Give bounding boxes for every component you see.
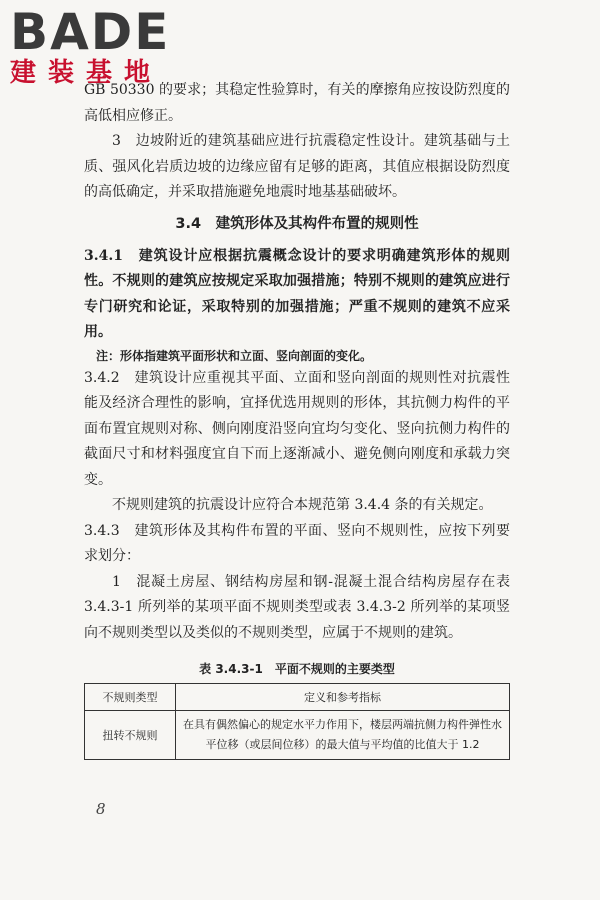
clause-3-4-2-paragraph: 不规则建筑的抗震设计应符合本规范第 3.4.4 条的有关规定。 — [112, 497, 493, 513]
logo-brand: BADE — [10, 3, 171, 61]
paragraph-item-3: 3 边坡附近的建筑基础应进行抗震稳定性设计。建筑基础与土质、强风化岩质边坡的边缘应留有足够的距离，其值应根据设防烈度的高低确定，并采取措施避免地震时地基基础破坏。 — [84, 133, 510, 200]
clause-3-4-3-item-1: 1 混凝土房屋、钢结构房屋和钢-混凝土混合结构房屋存在表 3.4.3-1 所列举的某项平面不规则类型或表 3.4.3-2 所列举的某项竖向不规则类型以及类似的不规则类型，应属于不规则的建筑。 — [84, 573, 510, 641]
irregularity-table — [84, 683, 510, 760]
section-title: 3.4 建筑形体及其构件布置的规则性 — [175, 215, 419, 232]
table-cell-definition: 在具有偶然偏心的规定水平力作用下，楼层两端抗侧力构件弹性水平位移（或层间位移）的最大值与平均值的比值大于 1.2 — [176, 711, 510, 760]
table-header-definition: 定义和参考指标 — [176, 684, 510, 711]
logo-subtitle: 建装基地 — [10, 58, 163, 88]
table-row — [85, 711, 510, 760]
paragraph-continuation: GB 50330 的要求；其稳定性验算时，有关的摩擦角应按设防烈度的高低相应修正。 — [84, 82, 510, 124]
clause-3-4-1-note: 注：形体指建筑平面形状和立面、竖向剖面的变化。 — [96, 348, 373, 363]
page-number: 8 — [96, 800, 106, 818]
clause-3-4-3: 3.4.3 建筑形体及其构件布置的平面、竖向不规则性，应按下列要求划分： — [84, 522, 510, 564]
document-page — [84, 78, 510, 760]
clause-3-4-2: 3.4.2 建筑设计应重视其平面、立面和竖向剖面的规则性对抗震性能及经济合理性的影响，宜择优选用规则的形体，其抗侧力构件的平面布置宜规则对称、侧向刚度沿竖向宜均匀变化、竖向抗侧力构件的截面尺寸和材料强度宜自下而上逐渐减小、避免侧向刚度和承载力突变。 — [84, 369, 510, 488]
clause-3-4-1: 3.4.1 建筑设计应根据抗震概念设计的要求明确建筑形体的规则性。不规则的建筑应按规定采取加强措施；特别不规则的建筑应进行专门研究和论证，采取特别的加强措施；严重不规则的建筑不应采用。 — [84, 247, 510, 340]
table-cell-type: 扭转不规则 — [85, 711, 176, 760]
table-caption: 表 3.4.3-1 平面不规则的主要类型 — [199, 662, 395, 676]
table-header-row — [85, 684, 510, 711]
table-header-type: 不规则类型 — [85, 684, 176, 711]
